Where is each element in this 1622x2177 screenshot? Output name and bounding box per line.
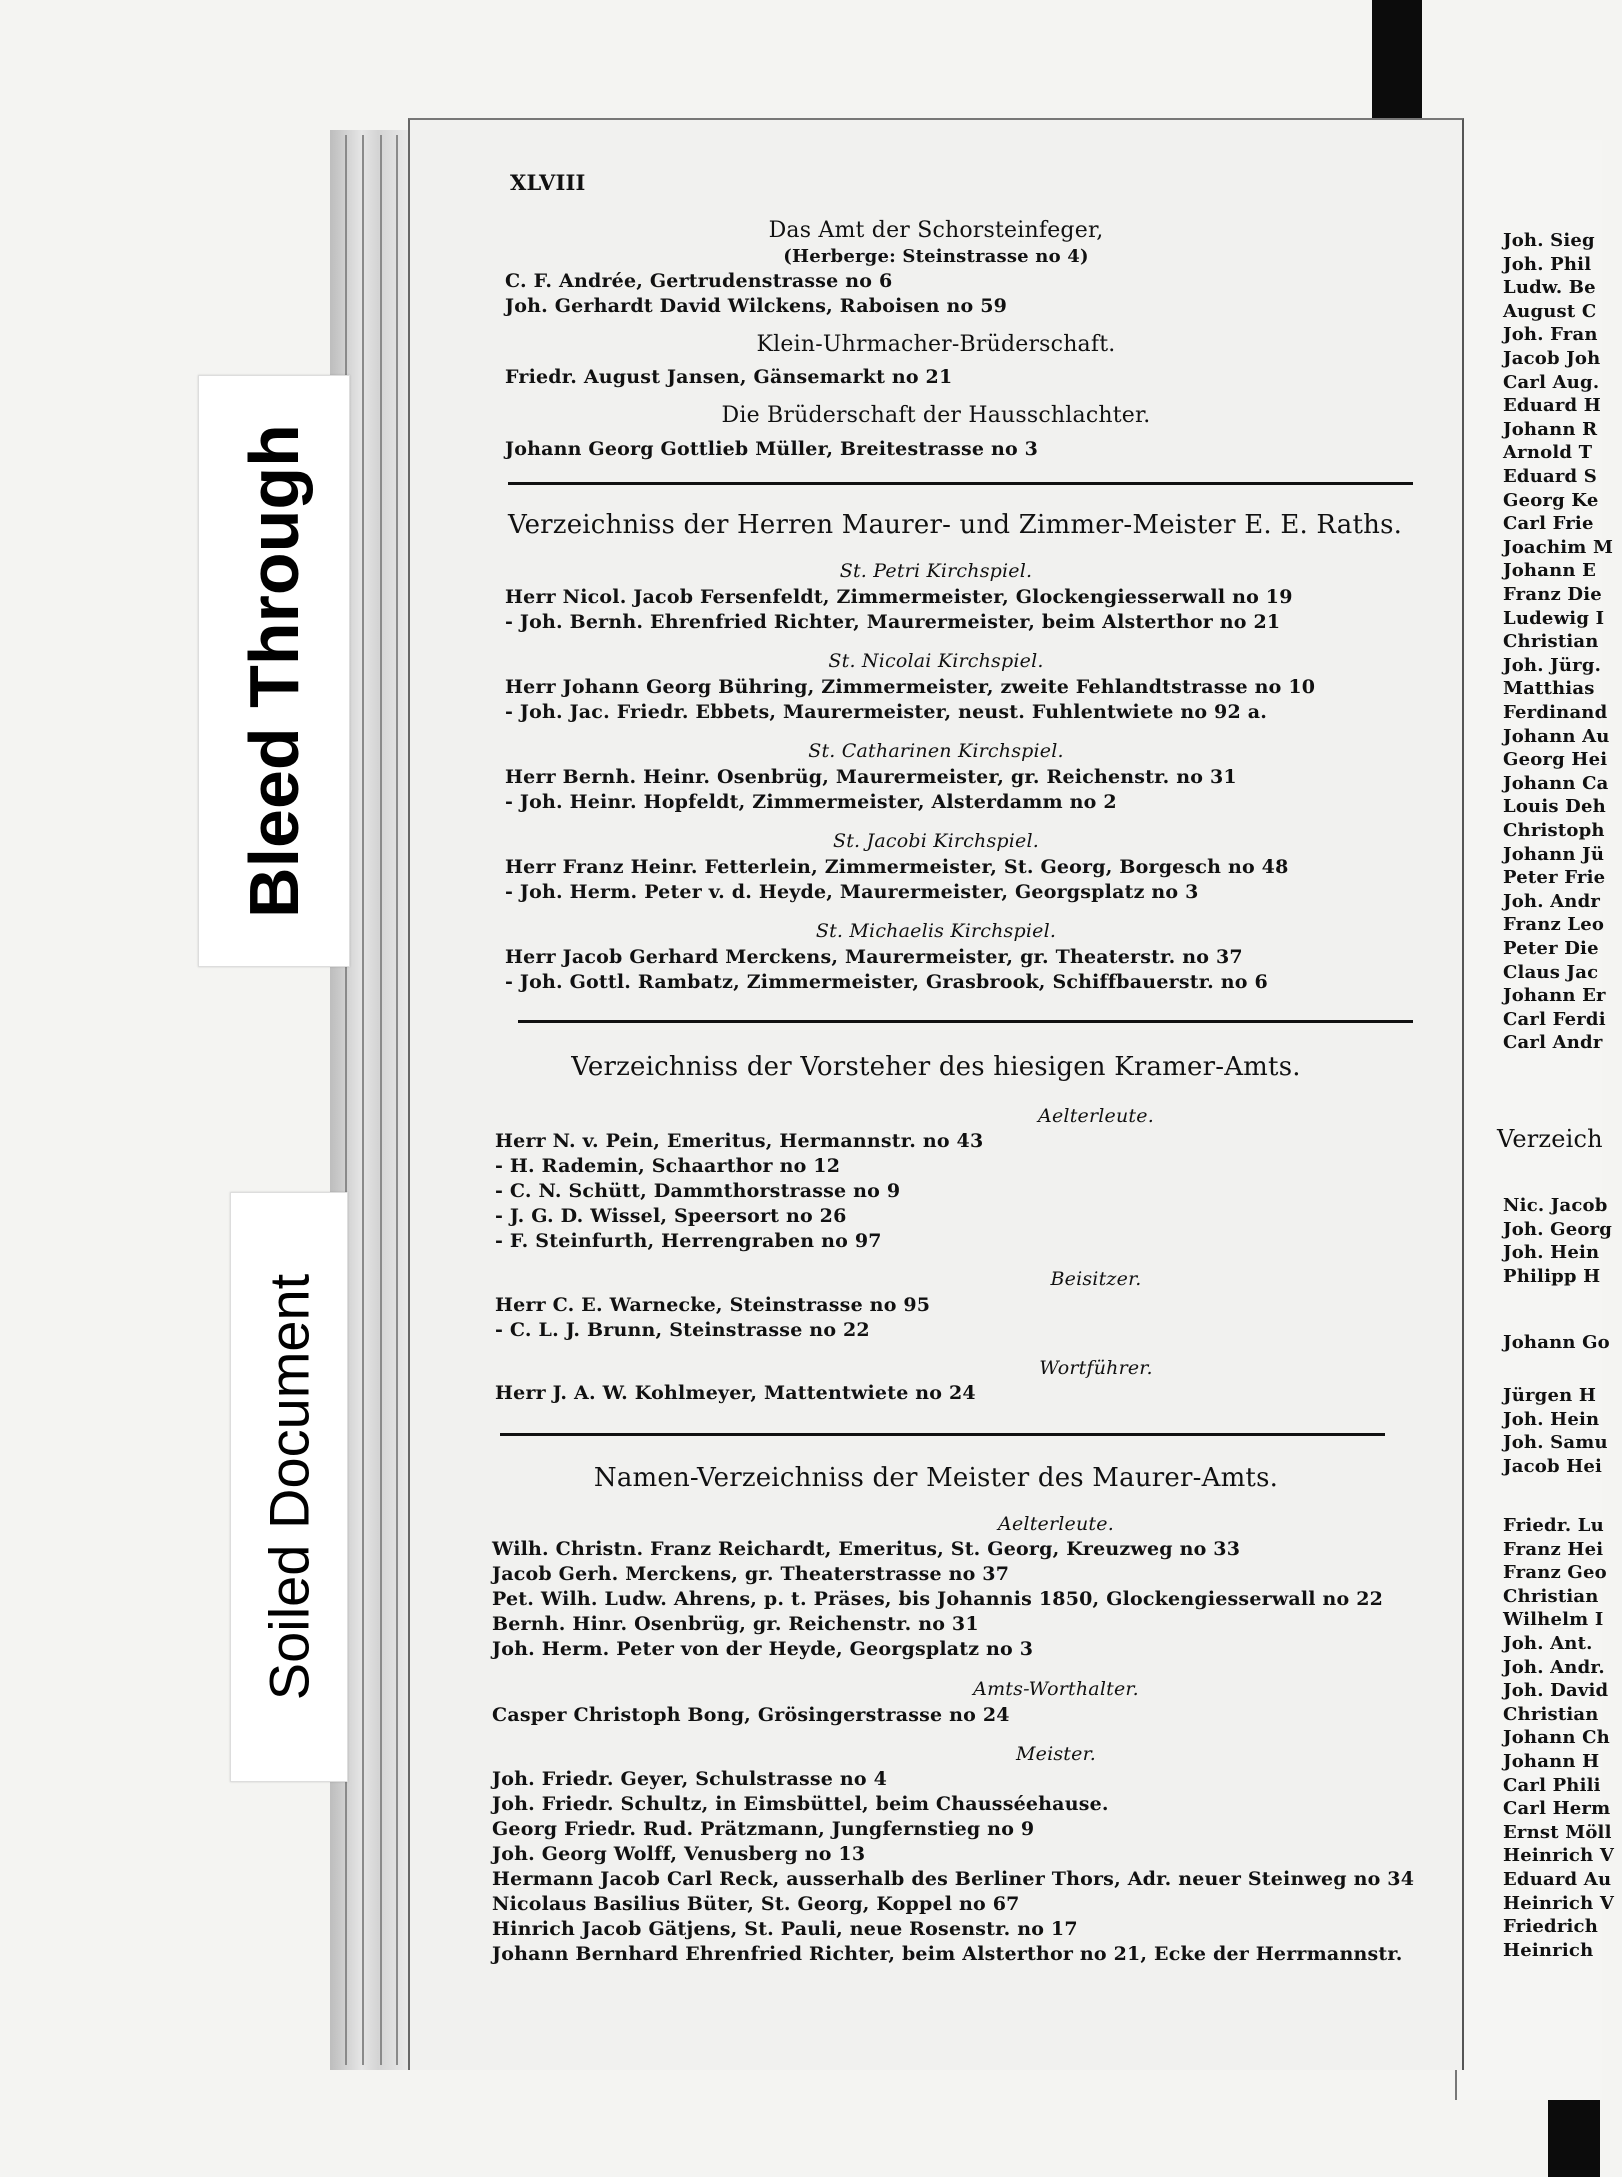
- bleed-through-text: Bleed Through: [235, 424, 313, 918]
- section-title: Die Brüderschaft der Hausschlachter.: [721, 403, 1151, 428]
- entry-line: - Joh. Jac. Friedr. Ebbets, Maurermeister, neust. Fuhlentwiete no 92 a.: [505, 701, 1268, 723]
- facing-page-line: Joh. Ant.: [1503, 1633, 1593, 1654]
- bleed-through-label: [198, 375, 350, 967]
- facing-page-line: Johann Ca: [1503, 772, 1609, 794]
- entry-line: Herr Nicol. Jacob Fersenfeldt, Zimmermeister, Glockengiesserwall no 19: [505, 586, 1293, 608]
- facing-page-line: Johann Jü: [1503, 843, 1605, 865]
- facing-page-line: Joh. Sieg: [1503, 230, 1595, 251]
- facing-page-line: Carl Frie: [1503, 513, 1594, 535]
- entry-line: Joh. Gerhardt David Wilckens, Raboisen no 59: [505, 295, 1008, 317]
- facing-page-line: Philipp H: [1503, 1265, 1601, 1287]
- facing-page-line: August C: [1503, 300, 1597, 322]
- entry-line: C. F. Andrée, Gertrudenstrasse no 6: [505, 270, 893, 292]
- soiled-document-label: [230, 1192, 348, 1782]
- facing-page-line: Carl Andr: [1503, 1032, 1603, 1054]
- subsection-title: St. Michaelis Kirchspiel.: [815, 920, 1057, 942]
- facing-page-line: Georg Hei: [1503, 749, 1608, 771]
- facing-page-line: Joh. Andr: [1503, 890, 1601, 912]
- facing-page-line: Johann Er: [1503, 985, 1606, 1007]
- facing-page-line: Christian: [1503, 1703, 1599, 1725]
- facing-page-line: Friedrich: [1503, 1916, 1598, 1938]
- entry-line: Herr C. E. Warnecke, Steinstrasse no 95: [495, 1294, 931, 1316]
- facing-page-line: Franz Hei: [1503, 1538, 1604, 1560]
- facing-page-line: Joh. Fran: [1503, 324, 1598, 346]
- subsection-title: St. Jacobi Kirchspiel.: [832, 830, 1039, 852]
- facing-page-line: Johann Go: [1503, 1332, 1610, 1353]
- facing-page-line: Joh. Hein: [1503, 1408, 1600, 1430]
- entry-line: - Joh. Heinr. Hopfeldt, Zimmermeister, Alsterdamm no 2: [505, 791, 1117, 813]
- entry-line: Joh. Friedr. Schultz, in Eimsbüttel, beim Chausséehause.: [492, 1793, 1109, 1815]
- facing-page-heading: Verzeich: [1497, 1125, 1603, 1153]
- entry-line: Hermann Jacob Carl Reck, ausserhalb des Berliner Thors, Adr. neuer Steinweg no 34: [492, 1868, 1415, 1890]
- subsection-title: St. Petri Kirchspiel.: [839, 560, 1033, 582]
- facing-page-line: Matthias: [1503, 678, 1595, 700]
- entry-line: - Joh. Gottl. Rambatz, Zimmermeister, Grasbrook, Schiffbauerstr. no 6: [505, 971, 1268, 993]
- entry-line: - Joh. Bernh. Ehrenfried Richter, Maurermeister, beim Alsterthor no 21: [505, 611, 1281, 633]
- entry-line: Herr N. v. Pein, Emeritus, Hermannstr. no 43: [495, 1130, 984, 1152]
- section-title: Namen-Verzeichniss der Meister des Maurer-Amts.: [593, 1463, 1279, 1493]
- entry-line: Pet. Wilh. Ludw. Ahrens, p. t. Präses, bis Johannis 1850, Glockengiesserwall no 22: [492, 1588, 1384, 1610]
- facing-page-line: Eduard S: [1503, 466, 1597, 487]
- subsection-title: Beisitzer.: [1050, 1268, 1142, 1290]
- facing-page-line: Christian: [1503, 631, 1599, 653]
- divider-rule: [518, 1020, 1413, 1023]
- soiled-document-text: Soiled Document: [257, 1273, 321, 1701]
- facing-page-line: Ernst Möll: [1503, 1821, 1612, 1843]
- facing-page-line: Franz Leo: [1503, 914, 1605, 936]
- entry-line: Georg Friedr. Rud. Prätzmann, Jungfernstieg no 9: [492, 1818, 1035, 1840]
- facing-page-line: Heinrich: [1503, 1939, 1594, 1961]
- divider-rule: [500, 1433, 1385, 1436]
- facing-page-line: Louis Deh: [1503, 796, 1606, 818]
- entry-line: Johann Georg Gottlieb Müller, Breitestrasse no 3: [505, 438, 1039, 460]
- facing-page-line: Joh. Georg: [1503, 1218, 1613, 1240]
- entry-line: - H. Rademin, Schaarthor no 12: [495, 1155, 841, 1177]
- facing-page-line: Jacob Joh: [1503, 348, 1601, 369]
- facing-page-line: Nic. Jacob: [1503, 1195, 1608, 1216]
- entry-line: Johann Bernhard Ehrenfried Richter, beim Alsterthor no 21, Ecke der Herrmannstr.: [492, 1943, 1403, 1965]
- facing-page-line: Joachim M: [1503, 536, 1614, 558]
- entry-line: Herr J. A. W. Kohlmeyer, Mattentwiete no 24: [495, 1382, 976, 1404]
- facing-page-line: Joh. Samu: [1503, 1432, 1608, 1453]
- entry-line: - F. Steinfurth, Herrengraben no 97: [495, 1230, 882, 1252]
- facing-page-line: Joh. Phil: [1503, 253, 1592, 275]
- entry-line: - J. G. D. Wissel, Speersort no 26: [495, 1205, 847, 1227]
- subsection-title: Wortführer.: [1039, 1357, 1153, 1379]
- section-title: Verzeichniss der Vorsteher des hiesigen Kramer-Amts.: [571, 1052, 1301, 1082]
- entry-line: Herr Bernh. Heinr. Osenbrüg, Maurermeister, gr. Reichenstr. no 31: [505, 766, 1237, 788]
- facing-page-line: Claus Jac: [1503, 961, 1599, 983]
- subsection-title: Amts-Worthalter.: [973, 1678, 1139, 1700]
- facing-page-line: Georg Ke: [1503, 489, 1599, 511]
- subsection-title: Aelterleute.: [998, 1513, 1114, 1535]
- facing-page-line: Carl Aug.: [1503, 371, 1600, 393]
- page-edge-line: [380, 135, 382, 2065]
- facing-page-line: Johann H: [1503, 1751, 1600, 1772]
- facing-page-line: Ludw. Be: [1503, 277, 1596, 299]
- facing-page-line: Joh. Hein: [1503, 1242, 1600, 1263]
- entry-line: Joh. Friedr. Geyer, Schulstrasse no 4: [492, 1768, 888, 1790]
- divider-rule: [508, 482, 1413, 485]
- entry-line: Herr Johann Georg Bühring, Zimmermeister, zweite Fehlandtstrasse no 10: [505, 676, 1316, 698]
- facing-page-line: Peter Die: [1503, 938, 1599, 959]
- page-number: XLVIII: [510, 170, 586, 195]
- facing-page-line: Franz Geo: [1503, 1562, 1607, 1584]
- facing-page-line: Joh. Andr.: [1503, 1656, 1605, 1678]
- entry-line: Jacob Gerh. Merckens, gr. Theaterstrasse no 37: [492, 1563, 1010, 1585]
- facing-page-line: Jacob Hei: [1503, 1455, 1603, 1477]
- facing-page-line: Ludewig I: [1503, 607, 1605, 629]
- facing-page-line: Eduard Au: [1503, 1869, 1612, 1890]
- entry-line: Herr Jacob Gerhard Merckens, Maurermeister, gr. Theaterstr. no 37: [505, 946, 1243, 968]
- entry-line: Wilh. Christn. Franz Reichardt, Emeritus, St. Georg, Kreuzweg no 33: [492, 1538, 1241, 1560]
- facing-page-line: Johann R: [1503, 418, 1598, 440]
- entry-line: Friedr. August Jansen, Gänsemarkt no 21: [505, 366, 953, 388]
- facing-page-line: Johann E: [1503, 560, 1597, 582]
- facing-page-line: Wilhelm I: [1503, 1609, 1604, 1631]
- facing-page-line: Johann Au: [1503, 725, 1610, 747]
- facing-page-line: Christoph: [1503, 820, 1605, 841]
- facing-page-line: Jürgen H: [1503, 1385, 1597, 1406]
- subsection-title: St. Nicolai Kirchspiel.: [828, 650, 1044, 672]
- entry-line: - C. N. Schütt, Dammthorstrasse no 9: [495, 1180, 901, 1202]
- facing-page-line: Carl Herm: [1503, 1798, 1611, 1820]
- entry-line: Joh. Herm. Peter von der Heyde, Georgsplatz no 3: [492, 1638, 1034, 1660]
- facing-page-line: Carl Phili: [1503, 1774, 1601, 1796]
- entry-line: - Joh. Herm. Peter v. d. Heyde, Maurermeister, Georgsplatz no 3: [505, 881, 1199, 903]
- facing-page-line: Arnold T: [1503, 442, 1593, 464]
- section-title: Verzeichniss der Herren Maurer- und Zimmer-Meister E. E. Raths.: [508, 510, 1403, 540]
- entry-line: Casper Christoph Bong, Grösingerstrasse no 24: [492, 1704, 1010, 1726]
- subsection-title: Aelterleute.: [1038, 1105, 1154, 1127]
- entry-line: Herr Franz Heinr. Fetterlein, Zimmermeister, St. Georg, Borgesch no 48: [505, 856, 1289, 878]
- facing-page-line: Christian: [1503, 1585, 1599, 1607]
- facing-page-line: Johann Ch: [1503, 1727, 1610, 1749]
- facing-page-line: Heinrich V: [1503, 1845, 1614, 1867]
- facing-page-line: Franz Die: [1503, 584, 1602, 605]
- section-title: Klein-Uhrmacher-Brüderschaft.: [756, 332, 1116, 357]
- entry-line: Joh. Georg Wolff, Venusberg no 13: [492, 1843, 866, 1865]
- facing-page-line: Friedr. Lu: [1503, 1515, 1604, 1536]
- document-page: [408, 118, 1464, 2070]
- facing-page-line: Peter Frie: [1503, 867, 1606, 889]
- page-edge-line: [396, 135, 398, 2065]
- section-title: Das Amt der Schorsteinfeger,: [768, 218, 1104, 243]
- facing-page-line: Carl Ferdi: [1503, 1008, 1606, 1030]
- page-edge-line: [362, 135, 364, 2065]
- facing-page-line: Joh. David: [1503, 1680, 1609, 1702]
- subsection-title: Meister.: [1015, 1743, 1097, 1765]
- entry-line: Nicolaus Basilius Büter, St. Georg, Koppel no 67: [492, 1893, 1020, 1915]
- section-subtitle: (Herberge: Steinstrasse no 4): [783, 246, 1089, 267]
- facing-page-line: Joh. Jürg.: [1503, 654, 1602, 676]
- entry-line: Hinrich Jacob Gätjens, St. Pauli, neue Rosenstr. no 17: [492, 1918, 1078, 1940]
- entry-line: - C. L. J. Brunn, Steinstrasse no 22: [495, 1319, 870, 1341]
- subsection-title: St. Catharinen Kirchspiel.: [808, 740, 1064, 762]
- facing-page-line: Eduard H: [1503, 395, 1601, 417]
- facing-page-line: Ferdinand: [1503, 702, 1608, 723]
- facing-page-line: Heinrich V: [1503, 1892, 1614, 1914]
- entry-line: Bernh. Hinr. Osenbrüg, gr. Reichenstr. no 31: [492, 1613, 979, 1635]
